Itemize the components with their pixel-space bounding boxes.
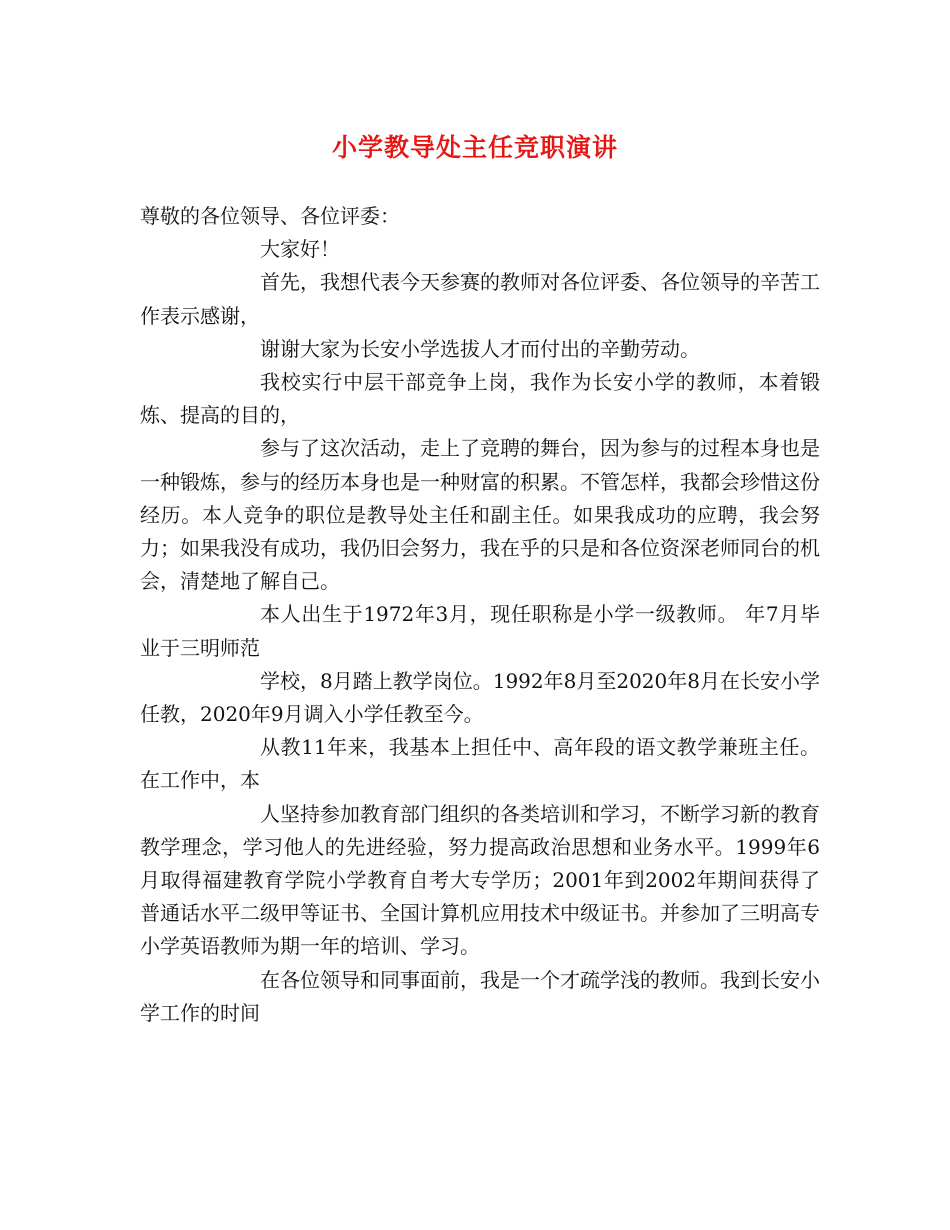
body-paragraph: 在各位领导和同事面前，我是一个才疏学浅的教师。我到长安小学工作的时间 (140, 967, 820, 1025)
body-paragraph: 本人出生于1972年3月，现任职称是小学一级教师。 年7月毕业于三明师范 (140, 602, 820, 660)
document-title: 小学教导处主任竞职演讲 (331, 133, 618, 162)
body-paragraph: 人坚持参加教育部门组织的各类培训和学习，不断学习新的教育教学理念，学习他人的先进经验，努力提高政治思想和业务水平。1999年6月取得福建教育学院小学教育自考大专学历；2001年到2002年期间获得了普通话水平二级甲等证书、全国计算机应用技术中级证书。并参加了三明高专小学英语教师为期一年的培训、学习。 (140, 801, 820, 959)
body-paragraph: 首先，我想代表今天参赛的教师对各位评委、各位领导的辛苦工作表示感谢， (140, 270, 820, 328)
document-body (140, 200, 820, 1030)
greeting-paragraph: 大家好！ (260, 237, 340, 262)
body-paragraph: 我校实行中层干部竞争上岗，我作为长安小学的教师，本着锻炼、提高的目的， (140, 370, 820, 428)
salutation-paragraph: 尊敬的各位领导、各位评委： (140, 204, 400, 228)
body-paragraph: 参与了这次活动，走上了竞聘的舞台，因为参与的过程本身也是一种锻炼，参与的经历本身也是一种财富的积累。不管怎样，我都会珍惜这份经历。本人竞争的职位是教导处主任和副主任。如果我成功的应聘，我会努力；如果我没有成功，我仍旧会努力，我在乎的只是和各位资深老师同台的机会，清楚地了解自己。 (140, 436, 820, 594)
body-paragraph: 学校，8月踏上教学岗位。1992年8月至2020年8月在长安小学任教，2020年9月调入小学任教至今。 (140, 668, 820, 727)
body-paragraph: 从教11年来，我基本上担任中、高年段的语文教学兼班主任。在工作中，本 (140, 735, 820, 793)
body-paragraph: 谢谢大家为长安小学选拔人才而付出的辛勤劳动。 (260, 336, 700, 361)
